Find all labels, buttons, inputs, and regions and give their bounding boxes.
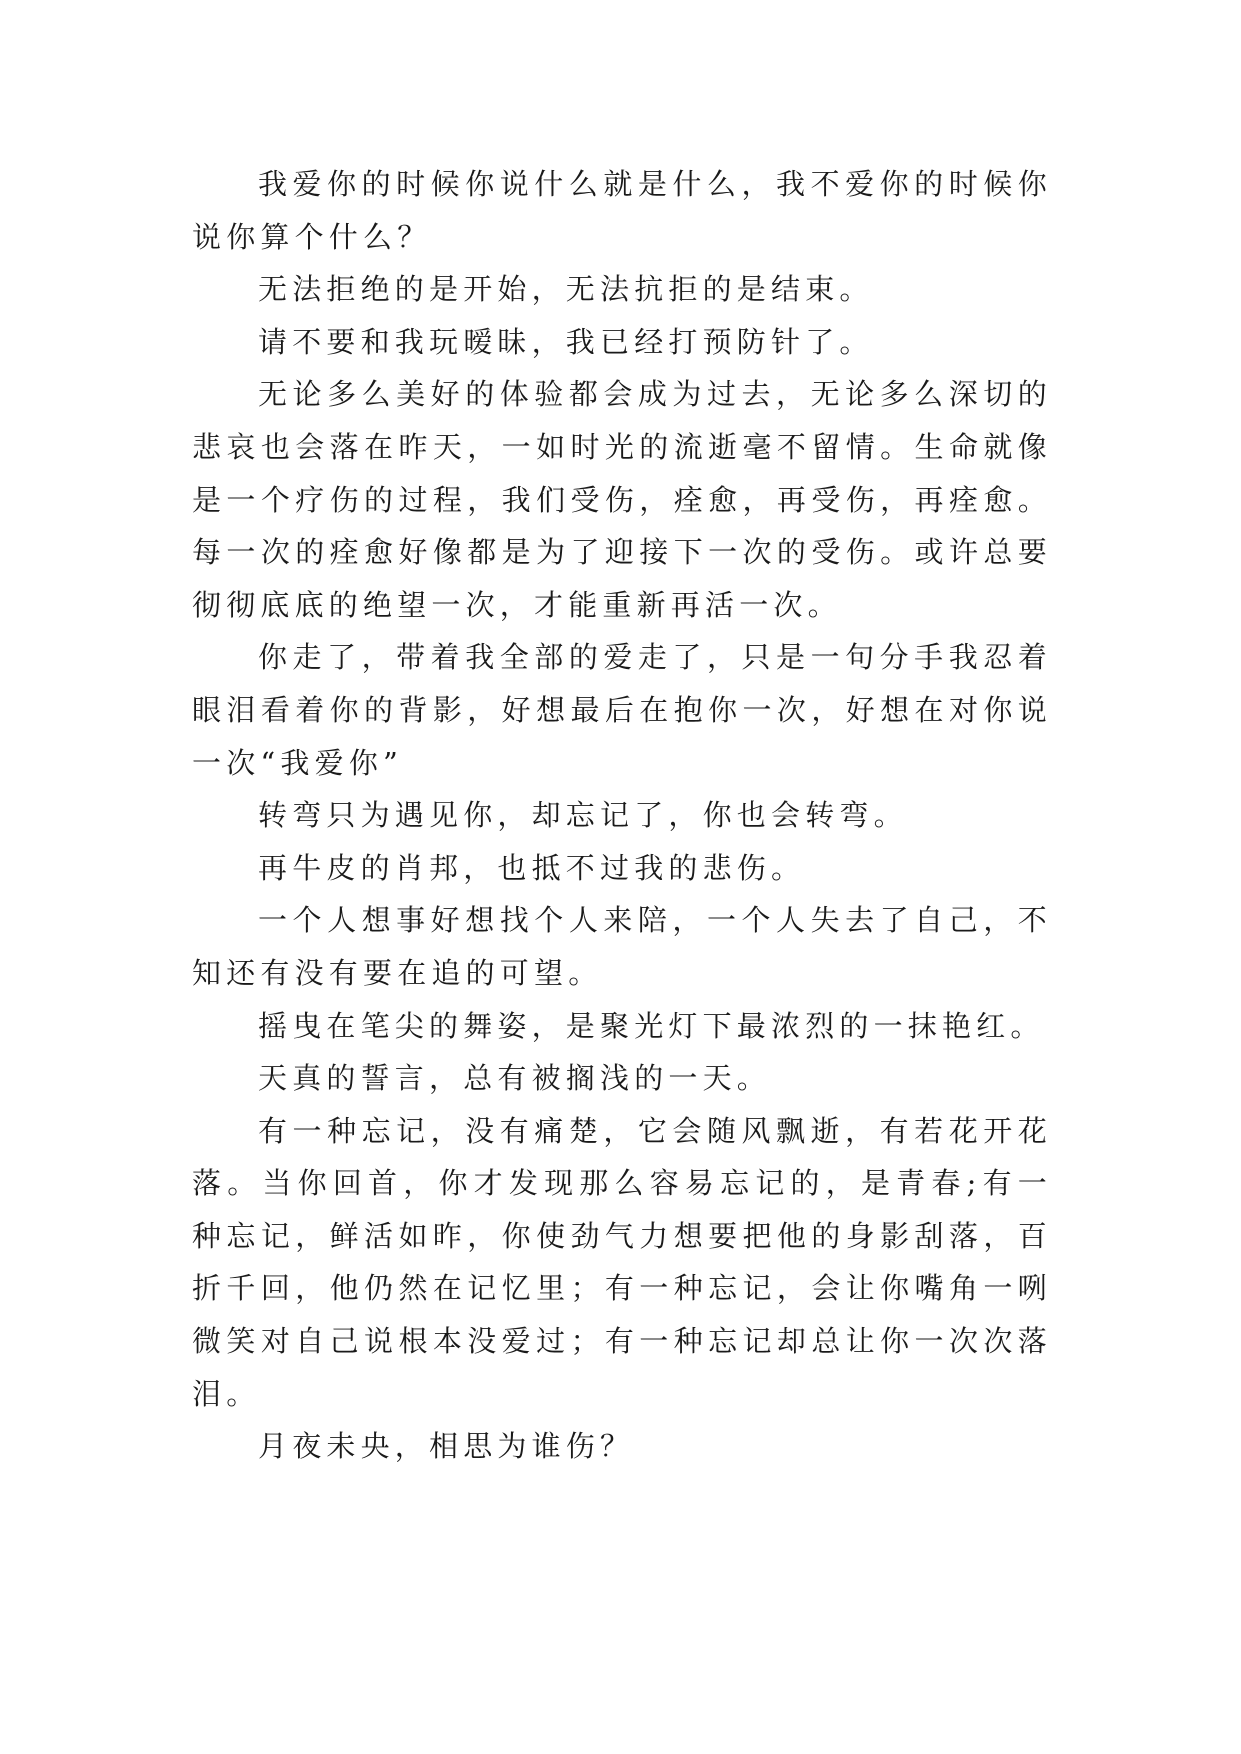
paragraph: 摇曳在笔尖的舞姿，是聚光灯下最浓烈的一抹艳红。 (258, 1008, 1045, 1043)
paragraph: 天真的誓言，总有被搁浅的一天。 (258, 1061, 772, 1096)
paragraph: 有一种忘记，没有痛楚，它会随风飘逝，有若花开花落。当你回首，你才发现那么容易忘记的，是青春;有一种忘记，鲜活如昨，你使劲气力想要把他的身影刮落，百折千回，他仍然在记忆里；有一种忘记，会让你嘴角一咧微笑对自己说根本没爱过；有一种忘记却总让你一次次落泪。 (192, 1113, 1052, 1411)
paragraph: 月夜未央，相思为谁伤？ (258, 1429, 635, 1464)
paragraph: 转弯只为遇见你，却忘记了，你也会转弯。 (258, 798, 908, 833)
paragraph: 一个人想事好想找个人来陪，一个人失去了自己，不知还有没有要在追的可望。 (192, 903, 1052, 990)
paragraph: 我爱你的时候你说什么就是什么，我不爱你的时候你说你算个什么？ (192, 167, 1052, 254)
paragraph: 请不要和我玩暧昧，我已经打预防针了。 (258, 324, 874, 359)
paragraph: 你走了，带着我全部的爱走了，只是一句分手我忍着眼泪看着你的背影，好想最后在抱你一次，好想在对你说一次“我爱你” (192, 640, 1052, 780)
paragraph: 再牛皮的肖邦，也抵不过我的悲伤。 (258, 850, 806, 885)
document-body (192, 158, 1052, 1473)
paragraph: 无法拒绝的是开始，无法抗拒的是结束。 (258, 272, 874, 307)
paragraph: 无论多么美好的体验都会成为过去，无论多么深切的悲哀也会落在昨天，一如时光的流逝毫不留情。生命就像是一个疗伤的过程，我们受伤，痊愈，再受伤，再痊愈。每一次的痊愈好像都是为了迎接下一次的受伤。或许总要彻彻底底的绝望一次，才能重新再活一次。 (192, 377, 1052, 622)
